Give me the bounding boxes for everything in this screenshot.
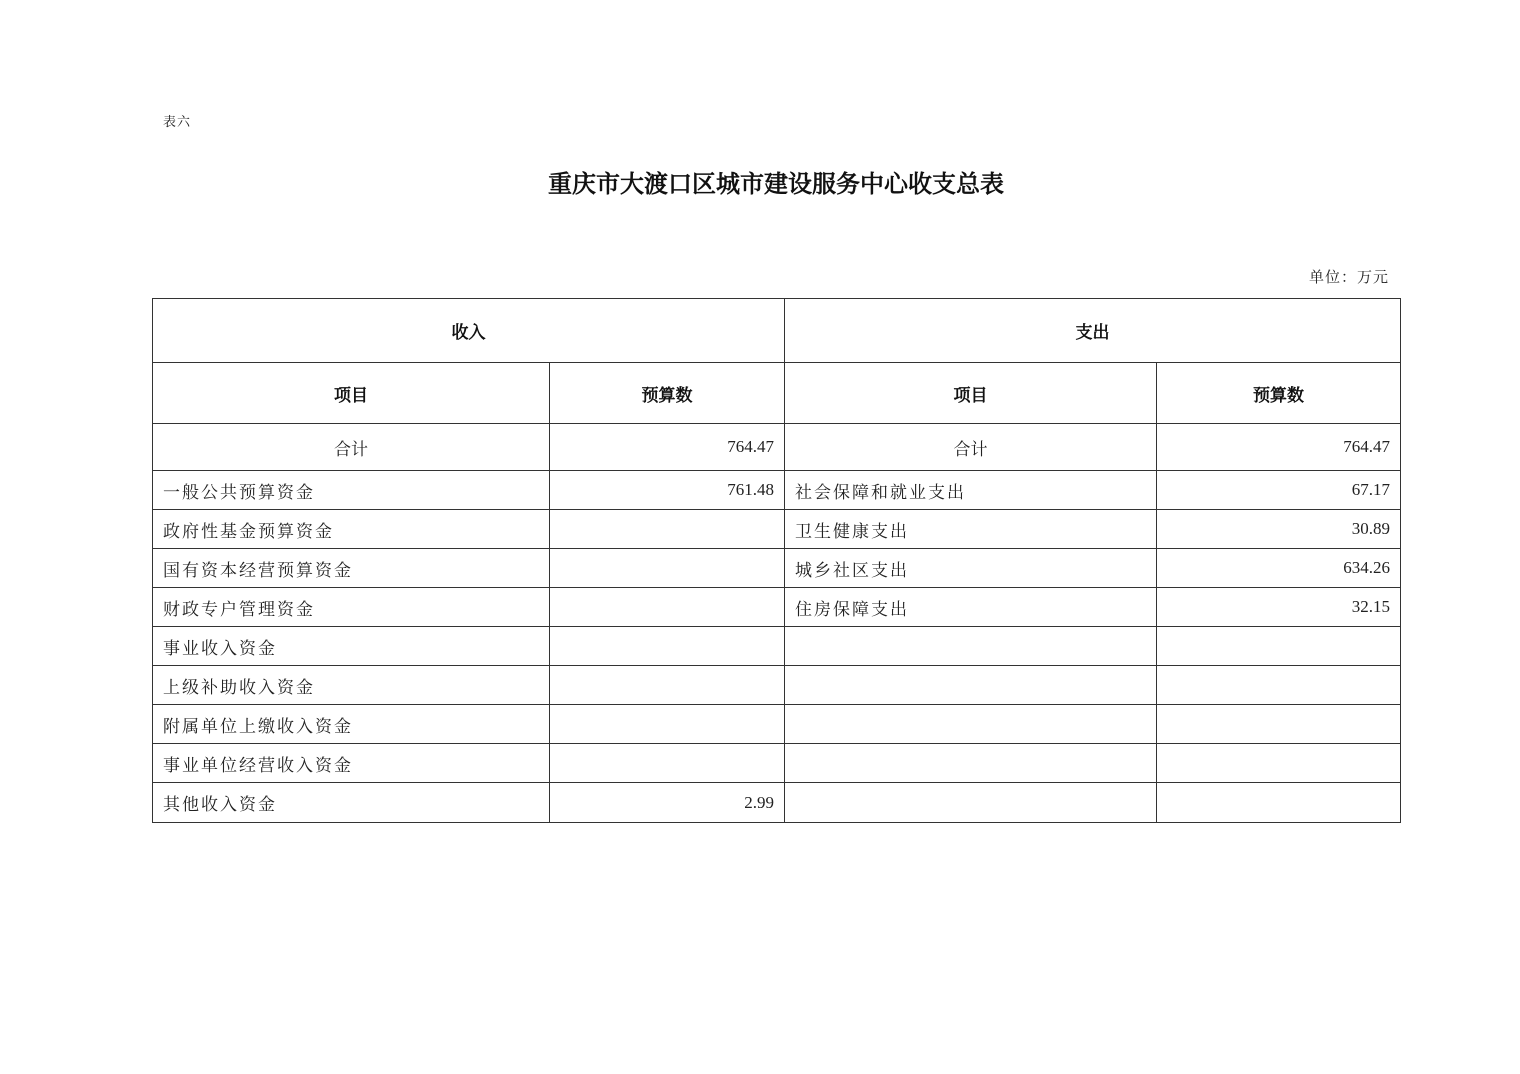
expense-item-value bbox=[1157, 627, 1401, 666]
expense-item-name bbox=[785, 705, 1157, 744]
table-row bbox=[153, 744, 1401, 783]
table-row bbox=[153, 471, 1401, 510]
budget-summary-table bbox=[152, 298, 1401, 823]
expense-item-name bbox=[785, 783, 1157, 823]
income-item-value: 2.99 bbox=[550, 783, 785, 823]
income-total-value: 764.47 bbox=[550, 424, 785, 471]
expense-item-name: 城乡社区支出 bbox=[785, 549, 1157, 588]
table-row bbox=[153, 627, 1401, 666]
expense-item-value: 67.17 bbox=[1157, 471, 1401, 510]
income-item-value bbox=[550, 666, 785, 705]
table-number-label: 表六 bbox=[163, 115, 192, 130]
income-group-header: 收入 bbox=[153, 299, 785, 363]
expense-item-value: 634.26 bbox=[1157, 549, 1401, 588]
income-item-value: 761.48 bbox=[550, 471, 785, 510]
unit-note: 单位：万元 bbox=[1308, 268, 1389, 286]
income-item-name: 一般公共预算资金 bbox=[153, 471, 550, 510]
income-total-label: 合计 bbox=[153, 424, 550, 471]
expense-group-header: 支出 bbox=[785, 299, 1401, 363]
income-budget-header: 预算数 bbox=[550, 363, 785, 424]
expense-total-value: 764.47 bbox=[1157, 424, 1401, 471]
income-item-value bbox=[550, 549, 785, 588]
income-item-name: 附属单位上缴收入资金 bbox=[153, 705, 550, 744]
total-row bbox=[153, 424, 1401, 471]
expense-item-value: 32.15 bbox=[1157, 588, 1401, 627]
table-row bbox=[153, 549, 1401, 588]
income-item-value bbox=[550, 705, 785, 744]
income-item-name: 其他收入资金 bbox=[153, 783, 550, 823]
expense-item-value bbox=[1157, 666, 1401, 705]
table-row bbox=[153, 510, 1401, 549]
income-item-value bbox=[550, 510, 785, 549]
income-item-value bbox=[550, 744, 785, 783]
expense-item-value bbox=[1157, 705, 1401, 744]
income-item-name: 政府性基金预算资金 bbox=[153, 510, 550, 549]
income-item-header: 项目 bbox=[153, 363, 550, 424]
expense-item-value bbox=[1157, 744, 1401, 783]
table-row bbox=[153, 705, 1401, 744]
income-item-name: 事业收入资金 bbox=[153, 627, 550, 666]
expense-item-header: 项目 bbox=[785, 363, 1157, 424]
expense-item-name: 住房保障支出 bbox=[785, 588, 1157, 627]
income-item-value bbox=[550, 588, 785, 627]
income-item-value bbox=[550, 627, 785, 666]
column-header-row bbox=[153, 363, 1401, 424]
expense-item-name bbox=[785, 666, 1157, 705]
group-header-row bbox=[153, 299, 1401, 363]
income-item-name: 事业单位经营收入资金 bbox=[153, 744, 550, 783]
table-row bbox=[153, 783, 1401, 823]
expense-item-name: 卫生健康支出 bbox=[785, 510, 1157, 549]
income-item-name: 国有资本经营预算资金 bbox=[153, 549, 550, 588]
expense-item-name bbox=[785, 627, 1157, 666]
expense-item-value bbox=[1157, 783, 1401, 823]
table-row bbox=[153, 588, 1401, 627]
expense-item-value: 30.89 bbox=[1157, 510, 1401, 549]
income-item-name: 财政专户管理资金 bbox=[153, 588, 550, 627]
expense-item-name: 社会保障和就业支出 bbox=[785, 471, 1157, 510]
expense-total-label: 合计 bbox=[785, 424, 1157, 471]
table-row bbox=[153, 666, 1401, 705]
expense-budget-header: 预算数 bbox=[1157, 363, 1401, 424]
expense-item-name bbox=[785, 744, 1157, 783]
document-title: 重庆市大渡口区城市建设服务中心收支总表 bbox=[548, 169, 1004, 198]
income-item-name: 上级补助收入资金 bbox=[153, 666, 550, 705]
